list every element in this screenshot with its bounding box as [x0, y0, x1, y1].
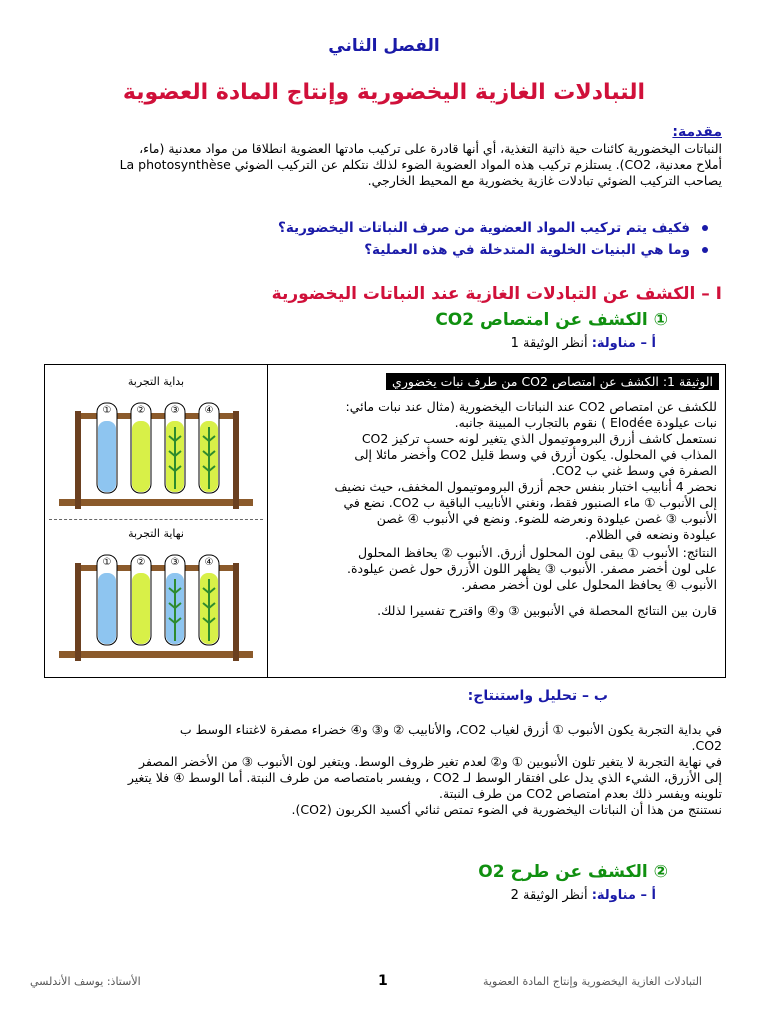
- figure-end: [49, 523, 263, 673]
- analysis-line: تلوينه ويفسر ذلك بعدم امتصاص CO2 من طرف النبتة.: [439, 786, 722, 801]
- figure-start: [49, 369, 263, 519]
- analysis-line: إلى الأزرق، الشيء الذي يدل على افتقار الوسط لـ CO2 ، ويفسر بامتصاصه من طرف النبتة. أما الوسط ④ فلا يتغير: [127, 770, 722, 785]
- doc-line: الصفرة في وسط غني ب CO2.: [551, 463, 717, 478]
- doc-line: عيلودة ونضعه في الظلام.: [584, 527, 717, 542]
- tube-label: ①: [102, 557, 112, 568]
- subsection-heading: ① الكشف عن امتصاص CO2: [435, 310, 668, 330]
- tube-label: ④: [204, 557, 214, 568]
- document-box: [44, 364, 726, 678]
- analysis-paragraph: [38, 722, 722, 818]
- footer-author: الأستاذ: يوسف الأندلسي: [30, 975, 141, 988]
- doc-line: على لون أخضر مصفر. الأنبوب ③ يظهر اللون الأزرق حول غصن عيلودة.: [346, 561, 717, 576]
- question-item: فكيف يتم تركيب المواد العضوية من صرف النباتات اليخضورية؟: [278, 220, 708, 236]
- doc-line: الأنبوب ③ غصن عيلودة ونعرضه للضوء. ونضع في الأنبوب ④ غصن: [376, 511, 717, 526]
- analysis-line: نستنتج من هذا أن النباتات اليخضورية في الضوء تمتص ثنائي أكسيد الكربون (CO2).: [291, 802, 722, 817]
- manipulation-label: أ – مناولة: أنظر الوثيقة 2: [510, 888, 656, 903]
- analysis-line: في نهاية التجربة لا يتغير تلون الأنبوبين ① و② لعدم تغير ظروف الوسط. ويتغير لون الأنبوب ③ من الأخضر المصفر: [139, 754, 722, 769]
- bullet-icon: [702, 247, 708, 253]
- doc-line: نستعمل كاشف أزرق البروموتيمول الذي يتغير لونه حسب تركيز CO2: [361, 431, 717, 446]
- tube-label: ②: [136, 405, 146, 416]
- section-heading: [272, 284, 722, 304]
- tube-4: [199, 403, 219, 493]
- tube-1: [97, 403, 117, 493]
- tube-1: [97, 555, 117, 645]
- intro-line: أملاح معدنية، CO2). يستلزم تركيب هذه المواد العضوية الضوء لذلك نتكلم عن التركيب الضوئي La photosynthèse: [119, 157, 722, 172]
- analysis-line: في بداية التجربة يكون الأنبوب ① أزرق لغياب CO2، والأنابيب ② و③ و④ خضراء مصفرة لاغتناء الوسط ب: [179, 722, 722, 737]
- document-title: الوثيقة 1: الكشف عن امتصاص CO2 من طرف نبات يخضوري: [386, 373, 719, 390]
- doc-line: المذاب في المحلول. يكون أزرق في وسط قليل CO2 وأخضر مائلا إلى: [354, 447, 717, 462]
- doc-line: قارن بين النتائج المحصلة في الأنبوبين ③ و④ واقترح تفسيرا لذلك.: [377, 603, 717, 618]
- tube-2: [131, 555, 151, 645]
- chapter-heading: الفصل الثاني: [328, 36, 440, 56]
- analysis-line: CO2.: [691, 738, 722, 753]
- doc-line: للكشف عن امتصاص CO2 عند النباتات اليخضورية (مثال عند نبات مائي:: [345, 399, 717, 414]
- subsection-heading: ② الكشف عن طرح O2: [478, 862, 668, 882]
- tube-label: ①: [102, 405, 112, 416]
- bullet-icon: [702, 225, 708, 231]
- page-number: 1: [378, 973, 388, 989]
- doc-line: إلى الأنبوب ① ماء الصنبور فقط، ونغني الأنابيب الباقية ب CO2. نضع في: [343, 495, 717, 510]
- manipulation-label: أ – مناولة: أنظر الوثيقة 1: [510, 336, 656, 351]
- intro-line: يصاحب التركيب الضوئي تبادلات غازية يخضورية مع المحيط الخارجي.: [367, 173, 722, 188]
- tube-label: ③: [170, 557, 180, 568]
- page-title: التبادلات الغازية اليخضورية وإنتاج المادة العضوية: [122, 80, 646, 105]
- tube-label: ④: [204, 405, 214, 416]
- figure-caption: بداية التجربة: [127, 375, 185, 388]
- rack-base: [59, 499, 253, 506]
- footer-title: التبادلات الغازية اليخضورية وإنتاج المادة العضوية: [483, 975, 702, 988]
- intro-paragraph: [42, 141, 722, 189]
- doc-line: نحضر 4 أنابيب اختبار بنفس حجم أزرق البروموتيمول المخفف، حيث نضيف: [334, 479, 717, 494]
- doc-line: النتائج: الأنبوب ① يبقى لون المحلول أزرق. الأنبوب ② يحافظ المحلول: [357, 545, 717, 560]
- doc-line: الأنبوب ④ يحافظ المحلول على لون أخضر مصفر.: [461, 577, 717, 592]
- tube-label: ③: [170, 405, 180, 416]
- test-tube-rack: [49, 391, 263, 521]
- tube-3: [165, 403, 185, 493]
- doc-line: نبات عيلودة Elodée ) نقوم بالتجارب المبينة جانبه.: [454, 415, 717, 430]
- figure-caption: نهاية التجربة: [128, 527, 184, 540]
- rack-post: [233, 411, 239, 509]
- test-tube-rack: [49, 543, 263, 673]
- rack-post: [75, 411, 81, 509]
- tube-3: [165, 555, 185, 645]
- intro-line: النباتات اليخضورية كائنات حية ذاتية التغذية، أي أنها قادرة على تركيب مادتها العضوية انطلاقا من مواد معدنية (ماء،: [139, 141, 722, 156]
- tube-2: [131, 403, 151, 493]
- section-title: – الكشف عن التبادلات الغازية عند النباتات اليخضورية: [271, 284, 710, 304]
- question-item: وما هي البنيات الخلوية المتدخلة في هذه العملية؟: [364, 242, 708, 258]
- intro-heading: مقدمة:: [672, 124, 722, 140]
- analysis-heading: ب – تحليل واستنتاج:: [467, 688, 608, 704]
- section-number: I: [715, 284, 722, 304]
- tube-4: [199, 555, 219, 645]
- document-text: [277, 399, 717, 619]
- tube-label: ②: [136, 557, 146, 568]
